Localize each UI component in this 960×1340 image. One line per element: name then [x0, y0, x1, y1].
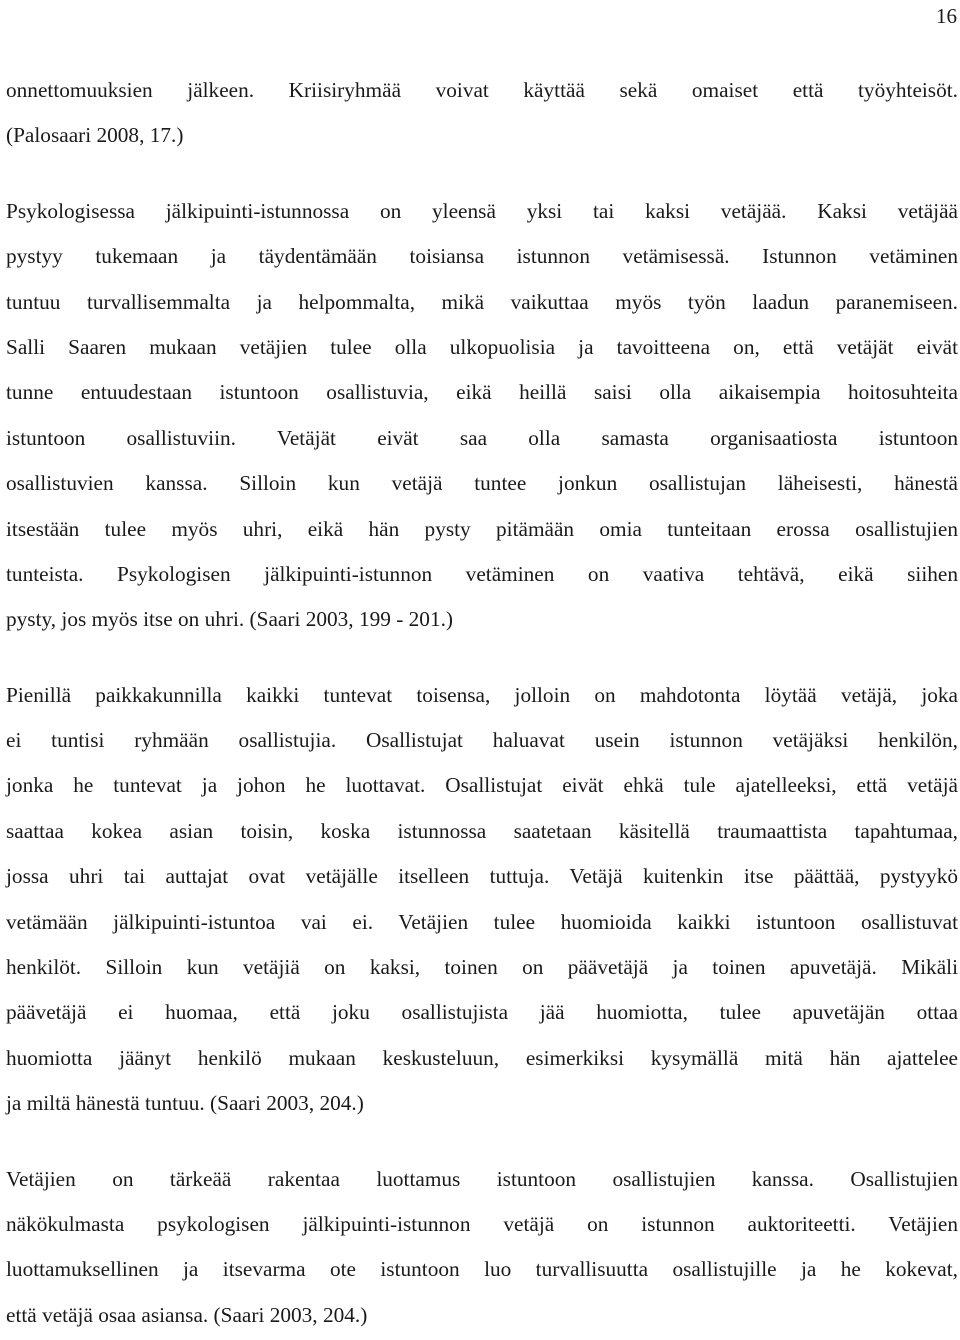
text-line: pystyy tukemaan ja täydentämään toisiansa istunnon vetämisessä. Istunnon vetäminen [6, 244, 958, 269]
text-line: luottamuksellinen ja itsevarma ote istuntoon luo turvallisuutta osallistujille ja he kokevat, [6, 1257, 958, 1282]
text-line: tunne entuudestaan istuntoon osallistuvia, eikä heillä saisi olla aikaisempia hoitosuhteita [6, 380, 958, 405]
text-line: ei tuntisi ryhmään osallistujia. Osallistujat haluavat usein istunnon vetäjäksi henkilön, [6, 728, 958, 753]
text-line: että vetäjä osaa asiansa. (Saari 2003, 204.) [6, 1302, 368, 1327]
text-line: henkilöt. Silloin kun vetäjiä on kaksi, toinen on päävetäjä ja toinen apuvetäjä. Mikäli [6, 955, 958, 980]
document-body [6, 70, 958, 1340]
text-line: saattaa kokea asian toisin, koska istunnossa saatetaan käsitellä traumaattista tapahtumaa, [6, 818, 958, 843]
paragraph-2 [6, 191, 958, 645]
text-line: näkökulmasta psykologisen jälkipuinti-istunnon vetäjä on istunnon auktoriteetti. Vetäjien [6, 1211, 958, 1236]
text-line: jonka he tuntevat ja johon he luottavat. Osallistujat eivät ehkä tule ajatelleeksi, että vetäjä [6, 773, 958, 798]
text-line: päävetäjä ei huomaa, että joku osallistujista jää huomiotta, tulee apuvetäjän ottaa [6, 1000, 958, 1025]
text-line: onnettomuuksien jälkeen. Kriisiryhmää voivat käyttää sekä omaiset että työyhteisöt. [6, 78, 958, 102]
text-line: Salli Saaren mukaan vetäjien tulee olla ulkopuolisia ja tavoitteena on, että vetäjät eivät [6, 334, 958, 359]
text-line: huomiotta jäänyt henkilö mukaan keskusteluun, esimerkiksi kysymällä mitä hän ajattelee [6, 1045, 958, 1070]
text-line: (Palosaari 2008, 17.) [6, 123, 184, 148]
text-line: vetämään jälkipuinti-istuntoa vai ei. Vetäjien tulee huomioida kaikki istuntoon osallistuvat [6, 909, 958, 934]
text-line: tuntuu turvallisemmalta ja helpommalta, mikä vaikuttaa myös työn laadun paranemiseen. [6, 289, 958, 314]
text-line: pysty, jos myös itse on uhri. (Saari 2003, 199 - 201.) [6, 607, 454, 632]
paragraph-1 [6, 70, 958, 161]
text-line: itsestään tulee myös uhri, eikä hän pysty pitämään omia tunteitaan erossa osallistujien [6, 516, 958, 541]
text-line: Pienillä paikkakunnilla kaikki tuntevat toisensa, jolloin on mahdotonta löytää vetäjä, joka [6, 682, 958, 707]
text-line: Vetäjien on tärkeää rakentaa luottamus istuntoon osallistujien kanssa. Osallistujien [6, 1166, 958, 1191]
paragraph-3 [6, 675, 958, 1129]
text-line: Psykologisessa jälkipuinti-istunnossa on yleensä yksi tai kaksi vetäjää. Kaksi vetäjää [6, 198, 958, 223]
paragraph-4 [6, 1159, 958, 1340]
text-line: ja miltä hänestä tuntuu. (Saari 2003, 204.) [6, 1091, 364, 1116]
text-line: jossa uhri tai auttajat ovat vetäjälle itselleen tuttuja. Vetäjä kuitenkin itse päättää, pystyykö [6, 864, 958, 889]
text-line: istuntoon osallistuviin. Vetäjät eivät saa olla samasta organisaatiosta istuntoon [6, 425, 958, 450]
text-line: tunteista. Psykologisen jälkipuinti-istunnon vetäminen on vaativa tehtävä, eikä siihen [6, 561, 958, 586]
text-line: osallistuvien kanssa. Silloin kun vetäjä tuntee jonkun osallistujan läheisesti, hänestä [6, 471, 958, 496]
page-number: 16 [936, 4, 957, 28]
